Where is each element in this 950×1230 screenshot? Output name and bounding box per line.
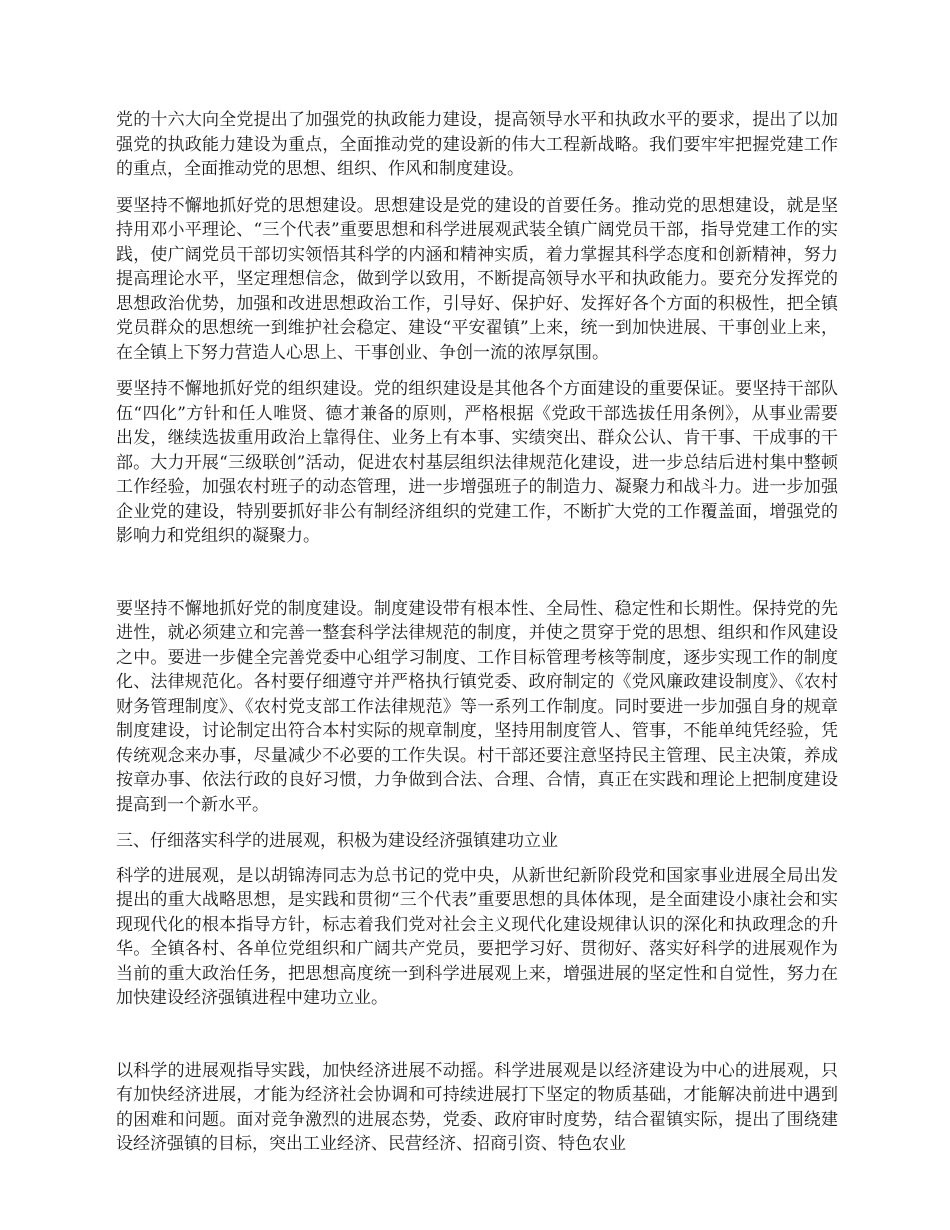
paragraph-intro: 党的十六大向全党提出了加强党的执政能力建设，提高领导水平和执政水平的要求，提出了以加强党的执政能力建设为重点，全面推动党的建设新的伟大工程新战略。我们要牢牢把握党建工作的重点，全面推动党的思想、组织、作风和制度建设。 [116,110,838,179]
paragraph-economic-development: 以科学的进展观指导实践，加快经济进展不动摇。科学进展观是以经济建设为中心的进展观，只有加快经济进展，才能为经济社会协调和可持续进展打下坚定的物质基础，才能解决前进中遇到的困难和问题。面对竞争激烈的进展态势，党委、政府审时度势，结合翟镇实际，提出了围绕建设经济强镇的目标，突出工业经济、民营经济、招商引资、特色农业 [116,1060,838,1154]
paragraph-system-building: 要坚持不懈地抓好党的制度建设。制度建设带有根本性、全局性、稳定性和长期性。保持党的先进性，就必须建立和完善一整套科学法律规范的制度，并使之贯穿于党的思想、组织和作风建设之中。要进一步健全完善党委中心组学习制度、工作目标管理考核等制度，逐步实现工作的制度化、法律规范化。各村要仔细遵守并严格执行镇党委、政府制定的《党风廉政建设制度》、《农村财务管理制度》、《农村党支部工作法律规范》等一系列工作制度。同时要进一步加强自身的规章制度建设，讨论制定出符合本村实际的规章制度，坚持用制度管人、管事，不能单纯凭经验，凭传统观念来办事，尽量减少不必要的工作失误。村干部还要注意坚持民主管理、民主决策，养成按章办事、依法行政的良好习惯，力争做到合法、合理、合情，真正在实践和理论上把制度建设提高到一个新水平。 [116,598,838,815]
paragraph-ideology-building: 要坚持不懈地抓好党的思想建设。思想建设是党的建设的首要任务。推动党的思想建设，就是坚持用邓小平理论、“三个代表”重要思想和科学进展观武装全镇广阔党员干部，指导党建工作的实践，使广阔党员干部切实领悟其科学的内涵和精神实质，着力掌握其科学态度和创新精神，努力提高理论水平，坚定理想信念，做到学以致用，不断提高领导水平和执政能力。要充分发挥党的思想政治优势，加强和改进思想政治工作，引导好、保护好、发挥好各个方面的积极性，把全镇党员群众的思想统一到维护社会稳定、建设“平安翟镇”上来，统一到加快进展、干事创业上来，在全镇上下努力营造人心思上、干事创业、争创一流的浓厚氛围。 [116,195,838,363]
section-heading-3: 三、仔细落实科学的进展观，积极为建设经济强镇建功立业 [116,831,558,851]
paragraph-organization-building: 要坚持不懈地抓好党的组织建设。党的组织建设是其他各个方面建设的重要保证。要坚持干部队伍“四化”方针和任人唯贤、德才兼备的原则，严格根据《党政干部选拔任用条例》，从事业需要出发，继续选拔重用政治上靠得住、业务上有本事、实绩突出、群众公认、肯干事、干成事的干部。大力开展“三级联创”活动，促进农村基层组织法律规范化建设，进一步总结后进村集中整顿工作经验，加强农村班子的动态管理，进一步增强班子的制造力、凝聚力和战斗力。进一步加强企业党的建设，特别要抓好非公有制经济组织的党建工作，不断扩大党的工作覆盖面，增强党的影响力和党组织的凝聚力。 [116,379,838,546]
document-body [116,108,838,1169]
paragraph-scientific-development: 科学的进展观，是以胡锦涛同志为总书记的党中央，从新世纪新阶段党和国家事业进展全局出发提出的重大战略思想，是实践和贯彻“三个代表”重要思想的具体体现，是全面建设小康社会和实现现代化的根本指导方针，标志着我们党对社会主义现代化建设规律认识的深化和执政理念的升华。全镇各村、各单位党组织和广阔共产党员，要把学习好、贯彻好、落实好科学的进展观作为当前的重大政治任务，把思想高度统一到科学进展观上来，增强进展的坚定性和自觉性，努力在加快建设经济强镇进程中建功立业。 [116,865,838,1008]
